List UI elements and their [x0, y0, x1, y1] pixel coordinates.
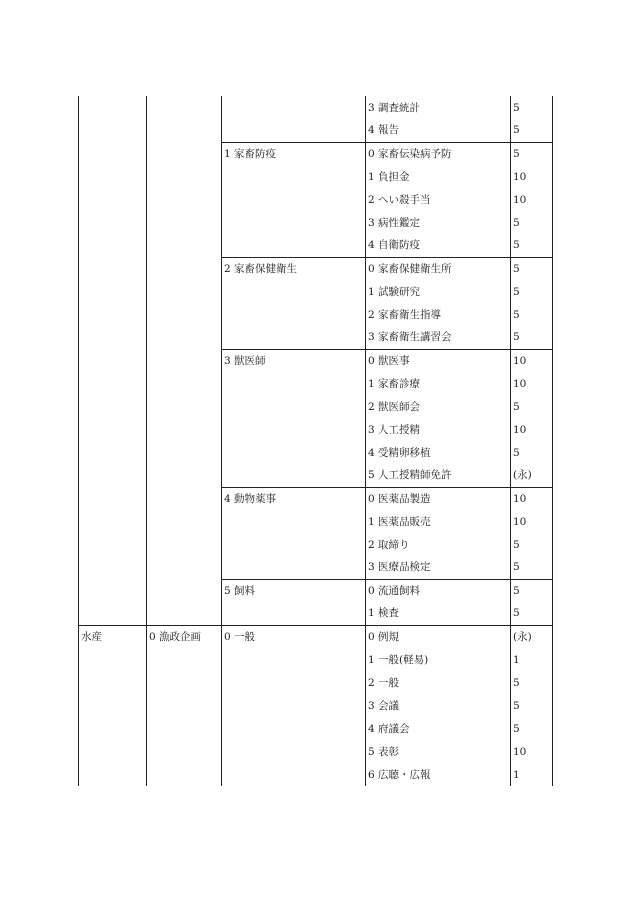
item-cell: 3 家畜衛生講習会 — [366, 326, 511, 349]
division-cell — [147, 717, 222, 740]
section-cell — [222, 648, 366, 671]
category-cell — [79, 372, 147, 395]
item-cell: 3 調査統計 — [366, 96, 511, 119]
item-cell: 4 報告 — [366, 119, 511, 142]
item-cell: 1 家畜診療 — [366, 372, 511, 395]
retention-cell: 5 — [511, 326, 553, 349]
section-cell — [222, 165, 366, 188]
section-cell: 1 家畜防疫 — [222, 142, 366, 165]
category-cell — [79, 234, 147, 257]
section-cell — [222, 510, 366, 533]
division-cell — [147, 533, 222, 556]
category-cell — [79, 441, 147, 464]
section-cell — [222, 119, 366, 142]
category-cell — [79, 694, 147, 717]
retention-cell: 10 — [511, 740, 553, 763]
category-cell — [79, 510, 147, 533]
item-cell: 6 広聴・広報 — [366, 763, 511, 786]
table-row — [79, 257, 553, 280]
section-cell — [222, 188, 366, 211]
item-cell: 1 試験研究 — [366, 280, 511, 303]
section-cell — [222, 740, 366, 763]
division-cell — [147, 648, 222, 671]
table-row — [79, 188, 553, 211]
table-row — [79, 625, 553, 648]
retention-cell: 5 — [511, 142, 553, 165]
table-body — [79, 96, 553, 786]
division-cell — [147, 96, 222, 119]
category-cell — [79, 303, 147, 326]
table-row — [79, 694, 553, 717]
retention-cell: 5 — [511, 395, 553, 418]
category-cell: 水産 — [79, 625, 147, 648]
section-cell — [222, 372, 366, 395]
division-cell — [147, 188, 222, 211]
item-cell: 0 獣医事 — [366, 349, 511, 372]
table-row — [79, 717, 553, 740]
category-cell — [79, 142, 147, 165]
division-cell — [147, 326, 222, 349]
category-cell — [79, 533, 147, 556]
item-cell: 2 獣医師会 — [366, 395, 511, 418]
section-cell: 5 飼料 — [222, 579, 366, 602]
retention-cell: 10 — [511, 418, 553, 441]
section-cell — [222, 418, 366, 441]
table-row — [79, 349, 553, 372]
item-cell: 0 流通飼料 — [366, 579, 511, 602]
item-cell: 3 人工授精 — [366, 418, 511, 441]
category-cell — [79, 487, 147, 510]
item-cell: 1 負担金 — [366, 165, 511, 188]
item-cell: 1 医薬品販売 — [366, 510, 511, 533]
division-cell — [147, 257, 222, 280]
table-row — [79, 395, 553, 418]
table-row — [79, 142, 553, 165]
retention-cell: 5 — [511, 579, 553, 602]
item-cell: 0 家畜保健衛生所 — [366, 257, 511, 280]
item-cell: 0 家畜伝染病予防 — [366, 142, 511, 165]
category-cell — [79, 211, 147, 234]
classification-table — [78, 96, 553, 786]
retention-cell: 10 — [511, 349, 553, 372]
section-cell — [222, 717, 366, 740]
category-cell — [79, 671, 147, 694]
item-cell: 4 自衛防疫 — [366, 234, 511, 257]
table-row — [79, 556, 553, 579]
table-row — [79, 671, 553, 694]
table-row — [79, 533, 553, 556]
table-row — [79, 165, 553, 188]
section-cell — [222, 441, 366, 464]
category-cell — [79, 165, 147, 188]
section-cell: 2 家畜保健衛生 — [222, 257, 366, 280]
section-cell — [222, 763, 366, 786]
division-cell — [147, 280, 222, 303]
retention-cell: 10 — [511, 510, 553, 533]
item-cell: 2 取締り — [366, 533, 511, 556]
retention-cell: 5 — [511, 694, 553, 717]
retention-cell: 5 — [511, 280, 553, 303]
section-cell — [222, 671, 366, 694]
category-cell — [79, 280, 147, 303]
division-cell — [147, 441, 222, 464]
table-row — [79, 579, 553, 602]
category-cell — [79, 717, 147, 740]
item-cell: 4 府議会 — [366, 717, 511, 740]
retention-cell: 5 — [511, 234, 553, 257]
section-cell — [222, 326, 366, 349]
table-row — [79, 119, 553, 142]
category-cell — [79, 257, 147, 280]
item-cell: 2 へい殺手当 — [366, 188, 511, 211]
table-row — [79, 763, 553, 786]
section-cell — [222, 280, 366, 303]
division-cell — [147, 165, 222, 188]
retention-cell: 1 — [511, 648, 553, 671]
section-cell: 0 一般 — [222, 625, 366, 648]
division-cell — [147, 395, 222, 418]
category-cell — [79, 763, 147, 786]
retention-cell: 5 — [511, 556, 553, 579]
table-row — [79, 740, 553, 763]
division-cell — [147, 487, 222, 510]
table-row — [79, 418, 553, 441]
division-cell — [147, 556, 222, 579]
section-cell — [222, 533, 366, 556]
division-cell — [147, 211, 222, 234]
category-cell — [79, 648, 147, 671]
category-cell — [79, 395, 147, 418]
category-cell — [79, 418, 147, 441]
table-row — [79, 602, 553, 625]
table-row — [79, 648, 553, 671]
section-cell — [222, 395, 366, 418]
category-cell — [79, 349, 147, 372]
division-cell — [147, 579, 222, 602]
division-cell — [147, 602, 222, 625]
division-cell — [147, 671, 222, 694]
division-cell: 0 漁政企画 — [147, 625, 222, 648]
item-cell: 0 医薬品製造 — [366, 487, 511, 510]
table-row — [79, 487, 553, 510]
table-row — [79, 441, 553, 464]
division-cell — [147, 464, 222, 487]
category-cell — [79, 188, 147, 211]
table-row — [79, 96, 553, 119]
section-cell — [222, 211, 366, 234]
table-row — [79, 303, 553, 326]
division-cell — [147, 349, 222, 372]
retention-cell: 5 — [511, 533, 553, 556]
section-cell: 4 動物薬事 — [222, 487, 366, 510]
retention-cell: 5 — [511, 96, 553, 119]
retention-cell: 5 — [511, 441, 553, 464]
retention-cell: 10 — [511, 165, 553, 188]
table-row — [79, 326, 553, 349]
item-cell: 5 人工授精師免許 — [366, 464, 511, 487]
section-cell — [222, 303, 366, 326]
section-cell — [222, 96, 366, 119]
category-cell — [79, 556, 147, 579]
retention-cell: 5 — [511, 602, 553, 625]
table-row — [79, 280, 553, 303]
item-cell: 3 病性鑑定 — [366, 211, 511, 234]
retention-cell: 1 — [511, 763, 553, 786]
item-cell: 1 検査 — [366, 602, 511, 625]
category-cell — [79, 119, 147, 142]
item-cell: 1 一般(軽易) — [366, 648, 511, 671]
item-cell: 4 受精卵移植 — [366, 441, 511, 464]
retention-cell: 10 — [511, 487, 553, 510]
table-row — [79, 234, 553, 257]
retention-cell: 5 — [511, 257, 553, 280]
division-cell — [147, 510, 222, 533]
section-cell — [222, 556, 366, 579]
section-cell — [222, 234, 366, 257]
category-cell — [79, 602, 147, 625]
division-cell — [147, 303, 222, 326]
item-cell: 3 会議 — [366, 694, 511, 717]
division-cell — [147, 763, 222, 786]
division-cell — [147, 119, 222, 142]
category-cell — [79, 579, 147, 602]
item-cell: 0 例規 — [366, 625, 511, 648]
category-cell — [79, 96, 147, 119]
table-row — [79, 211, 553, 234]
division-cell — [147, 740, 222, 763]
table-row — [79, 464, 553, 487]
retention-cell: 5 — [511, 119, 553, 142]
category-cell — [79, 326, 147, 349]
item-cell: 3 医療品検定 — [366, 556, 511, 579]
division-cell — [147, 142, 222, 165]
division-cell — [147, 372, 222, 395]
retention-cell: 5 — [511, 303, 553, 326]
category-cell — [79, 464, 147, 487]
item-cell: 2 一般 — [366, 671, 511, 694]
table-row — [79, 510, 553, 533]
retention-cell: (永) — [511, 464, 553, 487]
table-row — [79, 372, 553, 395]
item-cell: 2 家畜衛生指導 — [366, 303, 511, 326]
retention-cell: 5 — [511, 717, 553, 740]
retention-cell: 10 — [511, 372, 553, 395]
retention-cell: 5 — [511, 671, 553, 694]
section-cell — [222, 464, 366, 487]
category-cell — [79, 740, 147, 763]
retention-cell: (永) — [511, 625, 553, 648]
division-cell — [147, 694, 222, 717]
section-cell — [222, 694, 366, 717]
section-cell — [222, 602, 366, 625]
retention-cell: 5 — [511, 211, 553, 234]
division-cell — [147, 418, 222, 441]
retention-cell: 10 — [511, 188, 553, 211]
section-cell: 3 獣医師 — [222, 349, 366, 372]
item-cell: 5 表彰 — [366, 740, 511, 763]
division-cell — [147, 234, 222, 257]
